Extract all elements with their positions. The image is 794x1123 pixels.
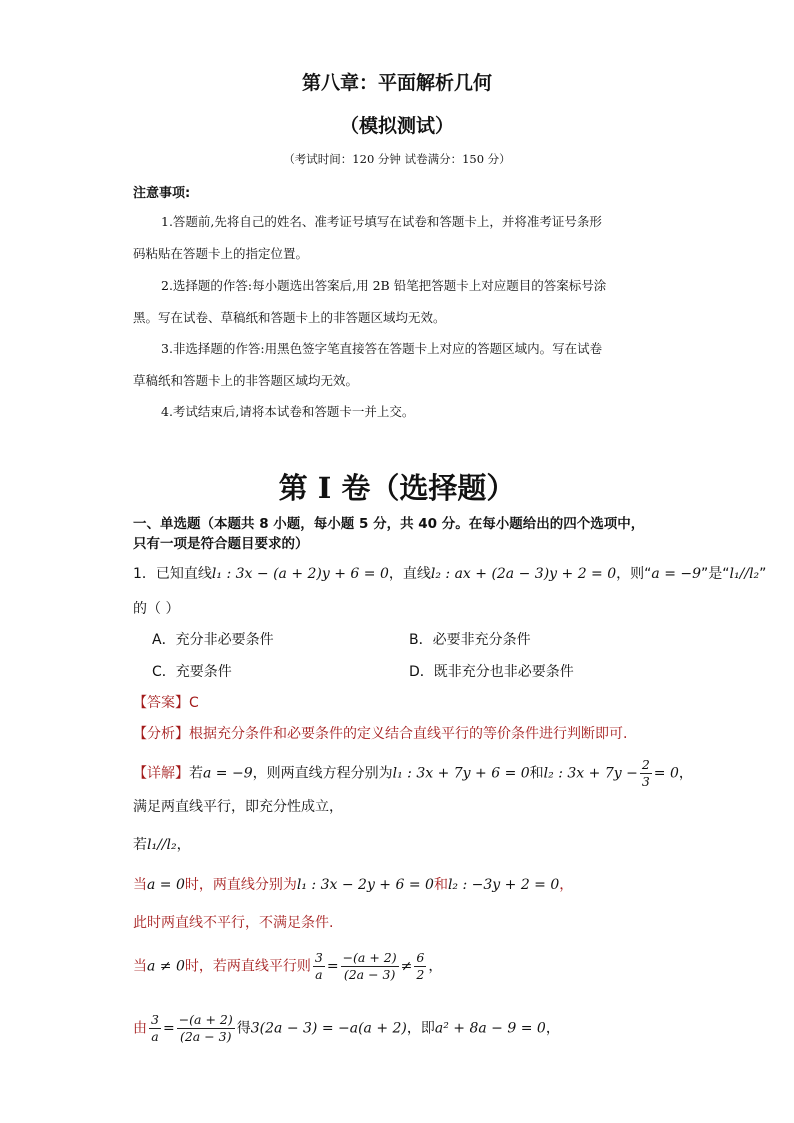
- d4-math-1: a = 0: [147, 877, 185, 893]
- part-heading-line-1: 一、单选题（本题共 8 小题，每小题 5 分，共 40 分。在每小题给出的四个选项中，: [133, 516, 645, 532]
- note-2-line-1: 2.选择题的作答:每小题选出答案后,用 2B 铅笔把答题卡上对应题目的答案标号涂: [161, 278, 607, 293]
- d7-text-a: 由: [133, 1020, 147, 1037]
- question-1-stem: [133, 563, 766, 583]
- d3-end: ，: [176, 837, 191, 853]
- answer-line: [133, 692, 199, 712]
- detail-line-3: [133, 834, 191, 854]
- section-title: 第 I 卷（选择题）: [278, 471, 516, 505]
- line-l2-equation: l₂ : ax + (2a − 3)y + 2 = 0: [430, 566, 617, 582]
- d6-equals: =: [326, 958, 339, 975]
- fraction-numerator: 6: [416, 950, 425, 965]
- notes-heading: 注意事项:: [133, 186, 191, 201]
- fraction-denominator: (2a − 3): [343, 967, 396, 982]
- fraction-denominator: 2: [416, 967, 425, 982]
- exam-meta: （考试时间：120 分钟 试卷满分：150 分）: [283, 152, 511, 166]
- option-b[interactable]: B．必要非充分条件: [409, 632, 531, 648]
- analysis-line: [133, 723, 627, 743]
- d4-end: ，: [559, 877, 574, 893]
- fraction-numerator: −(a + 2): [342, 950, 397, 965]
- d4-math-2: l₁ : 3x − 2y + 6 = 0: [296, 877, 434, 893]
- d1-text-c: 和: [529, 765, 544, 782]
- d1-text-a: 若: [189, 765, 203, 782]
- detail-label: 【详解】: [133, 765, 189, 782]
- d1-math-4: = 0: [653, 765, 679, 782]
- d3-math: l₁//l₂: [147, 837, 177, 853]
- d7-end: ，: [545, 1020, 560, 1037]
- stem-end: ”: [759, 566, 767, 582]
- answer-value: C: [189, 695, 199, 711]
- detail-line-5: 此时两直线不平行，不满足条件.: [133, 915, 334, 931]
- d7-math-1: 3(2a − 3) = −a(a + 2): [250, 1020, 407, 1037]
- test-subtitle: （模拟测试）: [339, 115, 454, 137]
- fraction-slope-ratio: [177, 1012, 235, 1045]
- question-1-stem-line-2: 的（ ）: [133, 601, 180, 617]
- note-3-line-2: 草稿纸和答题卡上的非答题区域均无效。: [133, 373, 359, 388]
- d6-text-b: 时，若两直线平行则: [184, 958, 311, 975]
- fraction-3-over-a: [149, 1012, 161, 1045]
- fraction-denominator: 3: [641, 774, 650, 789]
- d4-math-3: l₂ : −3y + 2 = 0: [447, 877, 560, 893]
- fraction-6-over-2: [414, 950, 426, 983]
- detail-line-1: [133, 757, 693, 790]
- analysis-text: 根据充分条件和必要条件的定义结合直线平行的等价条件进行判断即可.: [189, 726, 628, 742]
- answer-label: 【答案】: [133, 695, 189, 711]
- stem-prefix: 1．已知直线: [133, 566, 212, 582]
- detail-line-7: [133, 1012, 560, 1045]
- fraction-numerator: −(a + 2): [178, 1012, 233, 1027]
- fraction-numerator: 3: [151, 1012, 159, 1027]
- conclusion: l₁//l₂: [729, 566, 760, 582]
- d1-text-b: ，则两直线方程分别为: [252, 765, 393, 782]
- condition: a = −9: [651, 566, 702, 582]
- d6-not-equal: ≠: [400, 958, 413, 975]
- d1-math-1: a = −9: [203, 765, 253, 782]
- analysis-label: 【分析】: [133, 726, 189, 742]
- note-3-line-1: 3.非选择题的作答:用黑色签字笔直接答在答题卡上对应的答题区域内。写在试卷: [161, 341, 603, 356]
- stem-mid: ，直线: [388, 566, 431, 582]
- d7-equals: =: [162, 1020, 175, 1037]
- fraction-3-over-a: [313, 950, 325, 983]
- fraction-two-thirds: [640, 757, 652, 790]
- option-a[interactable]: A．充分非必要条件: [152, 632, 274, 648]
- d1-math-3: l₂ : 3x + 7y −: [543, 765, 638, 782]
- d1-end: ，: [678, 765, 693, 782]
- fraction-numerator: 3: [314, 950, 323, 965]
- fraction-numerator: 2: [641, 757, 650, 772]
- note-1-line-2: 码粘贴在答题卡上的指定位置。: [133, 246, 309, 261]
- detail-line-6: [133, 950, 442, 983]
- d4-text-c: 和: [433, 877, 448, 893]
- line-l1-equation: l₁ : 3x − (a + 2)y + 6 = 0: [211, 566, 389, 582]
- fraction-denominator: (2a − 3): [179, 1029, 232, 1044]
- note-2-line-2: 黑。写在试卷、草稿纸和答题卡上的非答题区域均无效。: [133, 310, 446, 325]
- detail-line-4: [133, 874, 573, 894]
- fraction-denominator: a: [315, 967, 323, 982]
- stem-mid2: ，则“: [616, 566, 652, 582]
- d6-text-a: 当: [133, 958, 147, 975]
- d3-text-a: 若: [133, 837, 147, 853]
- d4-text-b: 时，两直线分别为: [184, 877, 297, 893]
- d4-text-a: 当: [133, 877, 147, 893]
- fraction-slope-ratio: [341, 950, 399, 983]
- stem-mid3: ”是“: [701, 566, 730, 582]
- note-1-line-1: 1.答题前,先将自己的姓名、准考证号填写在试卷和答题卡上，并将准考证号条形: [161, 214, 602, 229]
- note-4: 4.考试结束后,请将本试卷和答题卡一并上交。: [161, 404, 415, 419]
- d1-math-2: l₁ : 3x + 7y + 6 = 0: [392, 765, 530, 782]
- detail-line-2: 满足两直线平行，即充分性成立，: [133, 799, 343, 815]
- part-heading-line-2: 只有一项是符合题目要求的）: [133, 536, 309, 552]
- d6-math-1: a ≠ 0: [147, 958, 185, 975]
- chapter-title: 第八章：平面解析几何: [301, 72, 492, 94]
- fraction-denominator: a: [151, 1029, 159, 1044]
- d7-text-c: ，即: [406, 1020, 435, 1037]
- d7-math-2: a² + 8a − 9 = 0: [434, 1020, 546, 1037]
- d6-end: ，: [428, 958, 443, 975]
- option-d[interactable]: D．既非充分也非必要条件: [409, 664, 574, 680]
- option-c[interactable]: C．充要条件: [152, 664, 232, 680]
- d7-text-b: 得: [236, 1020, 251, 1037]
